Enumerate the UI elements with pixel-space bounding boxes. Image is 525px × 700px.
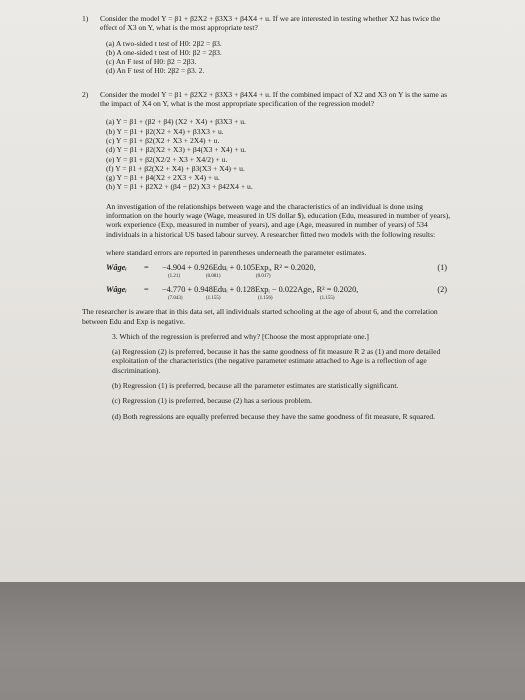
question-2-options — [106, 117, 457, 191]
equation-rhs: −4.770 + 0.948Eduᵢ + 0.128Expᵢ − 0.022Ageᵢ, R² = 0.2020, — [162, 285, 359, 295]
equation-number: (1) — [437, 263, 447, 273]
background-surface — [0, 582, 525, 700]
equation-lhs: Wâgeᵢ — [106, 285, 127, 295]
equals-sign: = — [144, 263, 149, 273]
question-number: 2) — [82, 89, 89, 99]
option-a: (a) Y = β1 + (β2 + β4) (X2 + X4) + β3X3 + u. — [106, 117, 246, 127]
option-d: (d) Y = β1 + β2(X2 + X3) + β4(X3 + X4) + u. — [106, 145, 247, 155]
option-b: (b) Y = β1 + β2(X2 + X4) + β3X3 + u. — [106, 126, 224, 136]
equations — [106, 263, 457, 307]
option-c: (c) An F test of H0: β2 = 2β3. — [106, 57, 197, 67]
standard-error: (1.155) — [320, 296, 335, 302]
equation-rhs: −4.904 + 0.926Eduᵢ + 0.105Expᵢ, R² = 0.2020, — [162, 263, 316, 273]
question-text: Consider the model Y = β1 + β2X2 + β3X3 + β4X4 + u. If we are interested in testing whether X2 has twice the effect of X3 on Y, what is the most appropriate test? — [100, 14, 441, 33]
question-3-options — [112, 347, 457, 421]
option-e: (e) Y = β1 + β2(X2/2 + X3 + X4/2) + u. — [106, 154, 228, 164]
question-3 — [112, 332, 457, 421]
option-c: (c) Regression (1) is preferred, because (2) has a serious problem. — [112, 396, 312, 406]
question-1-options — [106, 39, 457, 76]
option-a: (a) Regression (2) is preferred, because it has the same goodness of fit measure R 2 as (1) and more detailed exploitation of the characteristics (the negative parameter estimate attached to Age is a reflection of age discrimination). — [112, 347, 441, 375]
question-text: 3. Which of the regression is preferred and why? [Choose the most appropriate one.] — [112, 331, 369, 341]
option-g: (g) Y = β1 + β4(X2 + 2X3 + X4) + u. — [106, 173, 220, 183]
option-d: (d) An F test of H0: 2β2 = β3. 2. — [106, 66, 205, 76]
equation-lhs: Wâgeᵢ — [106, 263, 127, 273]
option-c: (c) Y = β1 + β2(X2 + X3 + 2X4) + u. — [106, 135, 220, 145]
equals-sign: = — [144, 285, 149, 295]
standard-error: (0.081) — [206, 274, 221, 280]
equation-2 — [106, 285, 457, 307]
option-d: (d) Both regressions are equally preferred because they have the same goodness of fit measure, R squared. — [112, 411, 436, 421]
investigation-paragraph: An investigation of the relationships between wage and the characteristics of an individual is done using information on the hourly wage (Wage, measured in US dollar $), education (Edu, measured in number of years), work experience (Exp, measured in number of years), and age (Age, measured in number of years) of 534 individuals in a historical US based labour survey. A researcher fitted two models with the following results: — [106, 201, 451, 239]
standard-error-note: where standard errors are reported in parentheses underneath the parameter estimates. — [106, 247, 367, 257]
equation-number: (2) — [437, 285, 447, 295]
question-text: Consider the model Y = β1 + β2X2 + β3X3 + β4X4 + u. If the combined impact of X2 and X3 on Y is the same as the impact of X4 on Y, what is the most appropriate specification of the regression model? — [100, 89, 448, 109]
option-a: (a) A two-sided t test of H0: 2β2 = β3. — [106, 38, 222, 48]
question-number: 1) — [82, 14, 89, 23]
option-h: (h) Y = β1 + β2X2 + (β4 − β2) X3 + β42X4 + u. — [106, 182, 253, 192]
standard-error: (1.156) — [258, 296, 273, 302]
option-b: (b) Regression (1) is preferred, because all the parameter estimates are statistically significant. — [112, 381, 399, 391]
researcher-note: The researcher is aware that in this data set, all individuals started schooling at the age of about 6, and the correlation between Edu and Exp is negative. — [82, 307, 438, 326]
standard-error: (1.155) — [206, 296, 221, 302]
standard-error: (0.017) — [256, 274, 271, 280]
question-1 — [82, 14, 457, 33]
standard-error: (1.21) — [168, 274, 181, 280]
question-2 — [82, 90, 457, 109]
standard-error: (7.043) — [168, 296, 183, 302]
equation-1 — [106, 263, 457, 285]
option-b: (b) A one-sided t test of H0: β2 = 2β3. — [106, 47, 222, 57]
option-f: (f) Y = β1 + β2(X2 + X4) + β3(X3 + X4) + u. — [106, 163, 245, 173]
document-content — [82, 14, 457, 427]
